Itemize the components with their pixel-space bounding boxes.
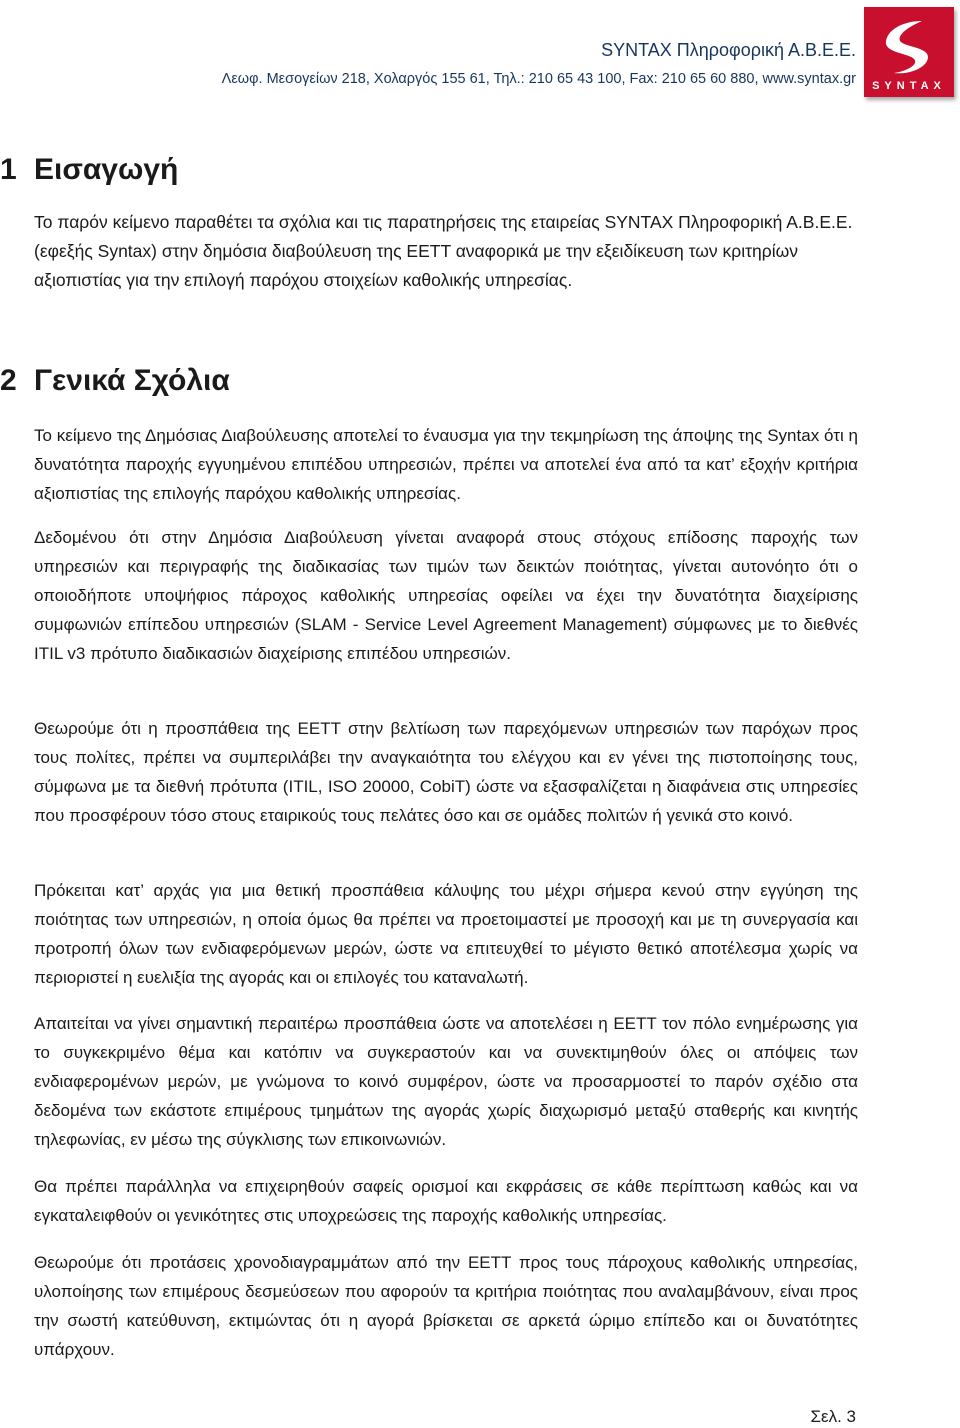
- syntax-logo: [864, 7, 954, 97]
- company-name: SYNTAX Πληροφορική Α.Β.Ε.Ε.: [601, 40, 856, 60]
- section-title: Γενικά Σχόλια: [34, 364, 230, 397]
- page-header: [0, 0, 960, 110]
- paragraph-intro: Το παρόν κείμενο παραθέτει τα σχόλια και τις παρατηρήσεις της εταιρείας SYNTAX Πληροφορική Α.Β.Ε.Ε. (εφεξής Syntax) στην δημόσια διαβούλευση της ΕΕΤΤ αναφορικά με την εξειδίκευση των κριτηρίων αξιοπιστίας για την επιλογή παρόχου στοιχείων καθολικής υπηρεσίας.: [34, 212, 853, 290]
- paragraph: Πρόκειται κατ’ αρχάς για μια θετική προσπάθεια κάλυψης του μέχρι σήμερα κενού στην εγγύηση της ποιότητας των υπηρεσιών, η οποία όμως θα πρέπει να προετοιμαστεί με προσοχή και με τη συνεργασία και προτροπή όλων των ενδιαφερόμενων μερών, ώστε να επιτευχθεί το μέγιστο θετικό αποτέλεσμα χωρίς να περιοριστεί η ευελιξία της αγοράς και οι επιλογές του καταναλωτή.: [34, 881, 858, 987]
- paragraph: Θεωρούμε ότι η προσπάθεια της ΕΕΤΤ στην βελτίωση των παρεχόμενων υπηρεσιών των παρόχων προς τους πολίτες, πρέπει να συμπεριλάβει την αναγκαιότητα του ελέγχου και εν γένει της πιστοποίησης τους, σύμφωνα με τα διεθνή πρότυπα (ITIL, ISO 20000, CobiT) ώστε να εξασφαλίζεται η διαφάνεια στις υπηρεσίες που προσφέρουν τόσο στους εταιρικούς τους πελάτες όσο και σε ομάδες πολιτών ή γενικά στο κοινό.: [34, 719, 858, 825]
- paragraph: Θεωρούμε ότι προτάσεις χρονοδιαγραμμάτων από την ΕΕΤΤ προς τους πάροχους καθολικής υπηρεσίας, υλοποίησης των επιμέρους δεσμεύσεων που αφορούν τα κριτήρια ποιότητας που αναλαμβάνουν, είναι προς την σωστή κατεύθυνση, εκτιμώντας ότι η αγορά βρίσκεται σε αρκετά ώριμο επίπεδο και οι δυνατότητες υπάρχουν.: [34, 1253, 858, 1359]
- page-number: Σελ. 3: [810, 1407, 856, 1426]
- paragraph: Το κείμενο της Δημόσιας Διαβούλευσης αποτελεί το έναυσμα για την τεκμηρίωση της άποψης της Syntax ότι η δυνατότητα παροχής εγγυημένου επιπέδου υπηρεσιών, πρέπει να αποτελεί ένα από τα κατ’ εξοχήν κριτήρια αξιοπιστίας της επιλογής παρόχου καθολικής υπηρεσίας.: [34, 426, 858, 503]
- section-number: 1: [0, 153, 17, 186]
- paragraph: Θα πρέπει παράλληλα να επιχειρηθούν σαφείς ορισμοί και εκφράσεις σε κάθε περίπτωση καθώς και να εγκαταλειφθούν οι γενικότητες στις υποχρεώσεις της παροχής καθολικής υπηρεσίας.: [34, 1177, 858, 1225]
- paragraph: Απαιτείται να γίνει σημαντική περαιτέρω προσπάθεια ώστε να αποτελέσει η ΕΕΤΤ τον πόλο ενημέρωσης για το συγκεκριμένο θέμα και κατόπιν να συγκεραστούν και να συνεκτιμηθούν όλες οι απόψεις των ενδιαφερομένων μερών, με γνώμονα το κοινό συμφέρον, ώστε να προσαρμοστεί το παρόν σχέδιο στα δεδομένα των εκάστοτε επιμέρους τμημάτων της αγοράς χωρίς διαχωρισμό μεταξύ σταθερής και κινητής τηλεφωνίας, εν μέσω της σύγκλισης των επικοινωνιών.: [34, 1014, 858, 1149]
- section-title: Εισαγωγή: [34, 153, 179, 186]
- section-heading-intro: [0, 153, 178, 187]
- logo-text: SYNTAX: [872, 80, 946, 92]
- company-address: Λεωφ. Μεσογείων 218, Χολαργός 155 61, Τηλ.: 210 65 43 100, Fax: 210 65 60 880, www.syntax.gr: [221, 71, 856, 87]
- paragraph: Δεδομένου ότι στην Δημόσια Διαβούλευση γίνεται αναφορά στους στόχους επίδοσης παροχής των υπηρεσιών και περιγραφής της διαδικασίας των τιμών των δεικτών ποιότητας, γίνεται αυτονόητο ότι ο οποιοδήποτε υποψήφιος πάροχος καθολικής υπηρεσίας οφείλει να έχει την δυνατότητα διαχείρισης συμφωνιών επίπεδου υπηρεσιών (SLAM - Service Level Agreement Management) σύμφωνες με το διεθνές ITIL v3 πρότυπο διαδικασιών διαχείρισης επιπέδου υπηρεσιών.: [34, 528, 858, 663]
- section-heading-general: [0, 364, 230, 398]
- section-number: 2: [0, 364, 17, 397]
